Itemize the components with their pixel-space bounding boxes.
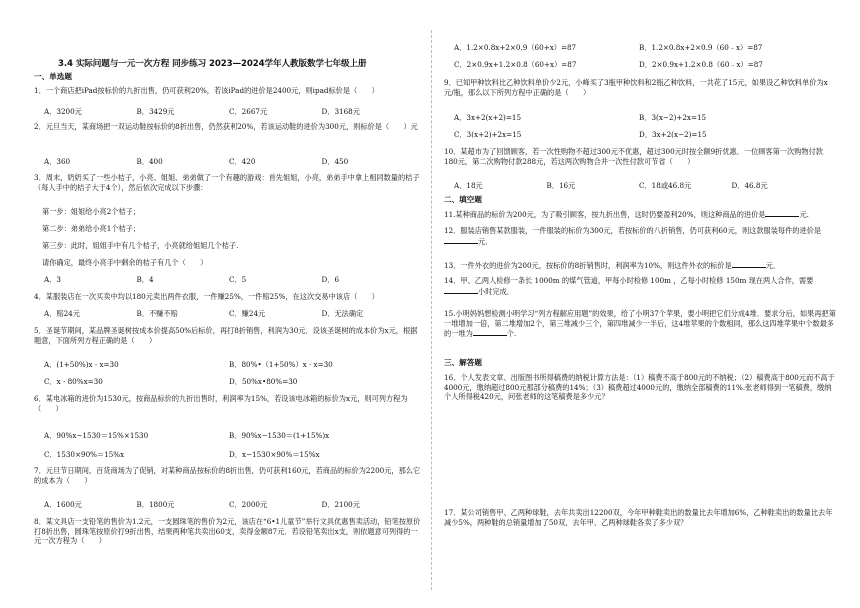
option: B．80%•（1+50%）x · x=30 xyxy=(229,360,333,369)
question-3: 3．周末，奶奶买了一些小桔子，小亮、姐姐、弟弟做了一个有趣的游戏：首先姐姐，小亮，弟弟手中拿上相同数量的桔子（每人手中的桔子大于4个），然后依次完成以下步骤： xyxy=(34,173,420,192)
answer-blank[interactable] xyxy=(444,286,478,294)
question-15-end: 个. xyxy=(506,329,517,339)
answer-blank[interactable] xyxy=(444,236,478,244)
question-14-text: 14．甲、乙两人检修一条长 1000m 的煤气管道，甲每小时检修 100m ，乙每小时检修 150m 现在两人合作，需要 xyxy=(444,276,814,285)
option: B．400 xyxy=(136,157,163,166)
question-12-text: 12．服装店销售某款服装，一件服装的标价为300元，若按标价的八折销售，仍可获利60元，则这款服装每件的进价是 xyxy=(444,226,822,235)
option: C．2667元 xyxy=(229,107,268,116)
section-heading-fill-in: 二、填空题 xyxy=(444,195,482,204)
option: C．2000元 xyxy=(229,500,268,509)
option: A．18元 xyxy=(454,181,483,190)
option: B．3(x−2)+2x=15 xyxy=(639,113,707,122)
option: D．450 xyxy=(321,157,349,166)
option: B．1.2×0.8x+2×0.9（60﹣x）=87 xyxy=(639,43,763,52)
question-4-options xyxy=(44,309,414,319)
question-9-options-row-2 xyxy=(454,130,824,140)
option: A．3200元 xyxy=(44,107,82,116)
question-1: 1．一个商店把iPad按标价的九折出售，仍可获利20%，若该iPad的进价是2400元，则ipad标价是（ ） xyxy=(34,86,379,95)
option: A．3 xyxy=(44,275,61,284)
question-5-options-row-2 xyxy=(44,377,414,387)
question-7-options xyxy=(44,500,414,510)
question-9: 9．已知甲种饮料比乙种饮料单价少2元，小峰买了3瓶甲种饮料和2瓶乙种饮料，一共花了15元，如果设乙种饮料单价为x元/瓶，那么以下所列方程中正确的是（ ） xyxy=(444,78,828,97)
question-13-end: 元． xyxy=(765,261,781,270)
question-11-text: 11.某种商品的标价为200元，为了吸引顾客，按九折出售，这时仍要盈利20%，则这种商品的进价是 xyxy=(444,210,766,219)
option: C．420 xyxy=(229,157,256,166)
question-11-end: 元. xyxy=(799,210,809,219)
option: B．16元 xyxy=(546,181,576,190)
question-3-step-3: 第三步：此时，姐姐手中有几个桔子，小亮就给姐姐几个桔子. xyxy=(42,241,239,250)
question-8-options-row-1 xyxy=(454,43,824,53)
option: D．6 xyxy=(321,275,340,284)
option: C．18或46.8元 xyxy=(639,181,692,190)
question-1-options xyxy=(44,107,414,117)
question-7: 7．元旦节日期间，百货商场为了促销，对某种商品按标价的8折出售，仍可获利160元，若商品的标价为2200元，那么它的成本为（ ） xyxy=(34,466,421,485)
question-2-options xyxy=(44,157,414,167)
section-heading-single-choice: 一、单选题 xyxy=(34,72,72,81)
option: D．无法确定 xyxy=(321,309,364,318)
answer-blank[interactable] xyxy=(473,328,507,336)
question-12-end: 元． xyxy=(478,236,493,246)
question-6-options-row-1 xyxy=(44,431,414,441)
question-8-options-row-2 xyxy=(454,60,824,70)
option: A．赔24元 xyxy=(44,309,80,318)
question-3-step-1: 第一步：姐姐给小亮2个桔子； xyxy=(42,207,141,216)
question-3-prompt: 请你确定，最终小亮手中剩余的桔子有几个（ ） xyxy=(42,258,208,267)
option: A．90%x−1530＝15%×1530 xyxy=(44,431,149,440)
option: B．3429元 xyxy=(136,107,175,116)
question-15 xyxy=(444,309,836,339)
question-9-options-row-1 xyxy=(454,113,824,123)
option: A．1.2×0.8x+2×0.9（60+x）=87 xyxy=(454,43,577,52)
question-3-step-2: 第二步：弟弟给小亮1个桔子； xyxy=(42,224,141,233)
option: C．1530×90%＝15%x xyxy=(44,450,125,459)
question-16: 16．个人发表文章、出版图书所得稿费的纳税计算方法是：（1）稿费不高于800元的不纳税；（2）稿费高于800元而不高于4000元，缴纳超过800元那部分稿费的14%；（3）稿费超过4000元的，缴纳全部稿费的11%.张老师得到一笔稿费，缴纳个人所得税420元，问张老师的这笔稿费是多少元？ xyxy=(444,373,835,402)
question-17: 17．某公司销售甲、乙两种球鞋，去年共卖出12200双，今年甲种鞋卖出的数量比去年增加6%，乙种鞋卖出的数量比去年减少5%，两种鞋的总销量增加了50双，去年甲、乙两种球鞋各卖了多少双？ xyxy=(444,508,833,527)
question-13-text: 13．一件外衣的进价为200元，按标价的8折销售时，利润率为10%，则这件外衣的标价是 xyxy=(444,261,732,270)
page-title: 3.4 实际问题与一元一次方程 同步练习 2023—2024学年人教版数学七年级上册 xyxy=(58,59,367,69)
question-6: 6．某电冰箱的进价为1530元，按商品标价的九折出售时，利润率为15%，若设该电冰箱的标价为x元，则可列方程为（ ） xyxy=(34,394,408,413)
question-5-options-row-1 xyxy=(44,360,414,370)
question-8: 8．某文具店一支铅笔的售价为1.2元，一支圆珠笔的售价为2元，该店在“6•1儿童节”举行文具优惠售卖活动，铅笔按原价打8折出售，圆珠笔按原价打9折出售，结果两种笔共卖出60支，卖得金额87元．若设铅笔卖出x支，则依题意可列得的一元一次方程为（ ） xyxy=(34,517,421,546)
question-11 xyxy=(444,209,836,220)
question-4: 4．某服装店在一次买卖中均以180元卖出两件衣服，一件赚25%，一件赔25%，在这次交易中该店（ ） xyxy=(34,292,379,301)
question-15-text: 15.小明妈妈想检测小明学习“列方程解应用题”的效果，给了小明37个苹果，要小明把它们分成4堆．要求分后，如果再把第一堆增加一倍，第二堆增加2个，第三堆减少三个，第四堆减少一半后，这4堆苹果的个数相同，那么这四堆苹果中个数最多的一堆为 xyxy=(444,309,836,339)
option: D．2100元 xyxy=(321,500,360,509)
question-13 xyxy=(444,260,836,271)
question-3-options xyxy=(44,275,414,285)
option: C．赚24元 xyxy=(229,309,266,318)
question-5: 5．圣诞节期间，某品牌圣诞树按成本价提高50%后标价，再打8折销售，利润为30元．设该圣诞树的成本价为x元，根据题意，下面所列方程正确的是（ ） xyxy=(34,326,418,345)
question-14-end: 小时完成． xyxy=(478,286,514,296)
option: C．2×0.9x+1.2×0.8（60+x）=87 xyxy=(454,60,577,69)
answer-blank[interactable] xyxy=(765,209,799,217)
answer-blank[interactable] xyxy=(732,260,766,268)
option: A．360 xyxy=(44,157,71,166)
option: C．x · 80%x=30 xyxy=(44,377,103,386)
option: D．3168元 xyxy=(321,107,360,116)
question-14 xyxy=(444,276,836,296)
question-12 xyxy=(444,226,836,246)
question-2: 2．元旦当天，某商场把一双运动鞋按标价的8折出售，仍然获利20%，若该运动鞋的进价为300元，则标价是（ ）元 xyxy=(34,122,418,131)
option: A．1600元 xyxy=(44,500,82,509)
section-heading-solve: 三、解答题 xyxy=(444,358,482,367)
option: D．x−1530×90%＝15%x xyxy=(229,450,320,459)
option: C．5 xyxy=(229,275,247,284)
option: B．4 xyxy=(136,275,154,284)
option: B．不赚不赔 xyxy=(136,309,178,318)
option: D．2×0.9x+1.2×0.8（60﹣x）=87 xyxy=(639,60,763,69)
option: D．3x+2(x−2)=15 xyxy=(639,130,707,139)
option: D．50%x•80%=30 xyxy=(229,377,298,386)
option: A．3x+2(x+2)=15 xyxy=(454,113,522,122)
option: B．90%x−1530＝(1+15%)x xyxy=(229,431,330,440)
question-10: 10．某超市为了回馈顾客，若一次性购物不超过300元不优惠，超过300元时按全额9折优惠．一位顾客第一次购物付款180元，第二次购物付款288元，若这两次购物合并一次性付款可节省（ ） xyxy=(444,147,823,166)
option: A．(1+50%)x · x=30 xyxy=(44,360,119,369)
option: B．1800元 xyxy=(136,500,175,509)
question-6-options-row-2 xyxy=(44,450,414,460)
option: D．46.8元 xyxy=(731,181,768,190)
column-divider xyxy=(431,30,432,590)
question-10-options xyxy=(454,181,824,191)
option: C．3(x+2)+2x=15 xyxy=(454,130,522,139)
